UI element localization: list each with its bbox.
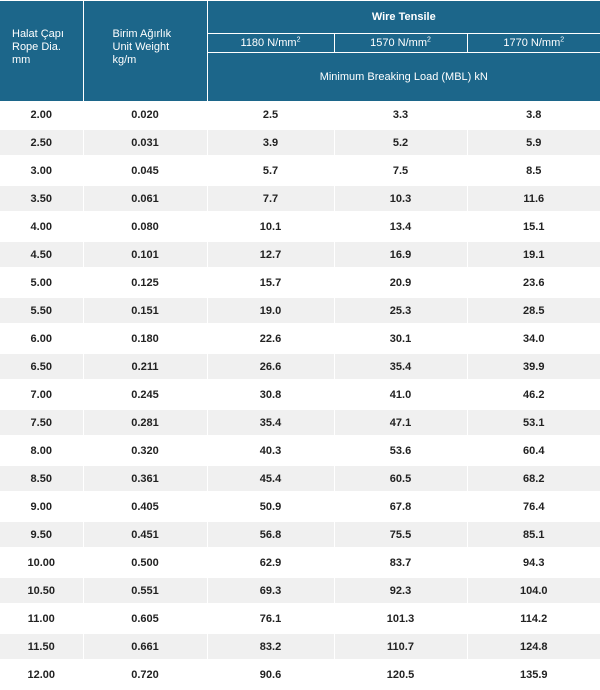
header-grade-1180: 1180 $N/mm^2$	[207, 34, 334, 53]
mbl-1770-cell: 124.8	[467, 633, 600, 661]
rope-diameter-cell: 4.50	[0, 241, 83, 269]
mbl-1570-cell: 13.4	[334, 213, 467, 241]
header-unit-weight: Birim Ağırlık Unit Weight kg/m	[83, 1, 207, 102]
table-row	[0, 577, 600, 605]
table-row	[0, 409, 600, 437]
unit-weight-cell: 0.211	[83, 353, 207, 381]
table-row	[0, 633, 600, 661]
mbl-1570-cell: 110.7	[334, 633, 467, 661]
mbl-1570-cell: 35.4	[334, 353, 467, 381]
unit-weight-cell: 0.361	[83, 465, 207, 493]
mbl-1770-cell: 3.8	[467, 102, 600, 129]
mbl-1770-cell: 34.0	[467, 325, 600, 353]
header-rope-diameter: Halat Çapı Rope Dia. mm	[0, 1, 83, 102]
rope-diameter-cell: 2.00	[0, 102, 83, 129]
mbl-1770-cell: 68.2	[467, 465, 600, 493]
mbl-1570-cell: 10.3	[334, 185, 467, 213]
mbl-1770-cell: 15.1	[467, 213, 600, 241]
mbl-1570-cell: 16.9	[334, 241, 467, 269]
mbl-1180-cell: 83.2	[207, 633, 334, 661]
mbl-1180-cell: 76.1	[207, 605, 334, 633]
header-mbl-label: Minimum Breaking Load (MBL) kN	[207, 53, 600, 102]
rope-diameter-cell: 11.00	[0, 605, 83, 633]
table-row	[0, 493, 600, 521]
table-row	[0, 521, 600, 549]
table-row	[0, 157, 600, 185]
rope-diameter-cell: 7.50	[0, 409, 83, 437]
unit-weight-cell: 0.405	[83, 493, 207, 521]
mbl-1570-cell: 53.6	[334, 437, 467, 465]
mbl-1770-cell: 60.4	[467, 437, 600, 465]
table-row	[0, 661, 600, 689]
mbl-1570-cell: 5.2	[334, 129, 467, 157]
table-row	[0, 465, 600, 493]
table-row	[0, 325, 600, 353]
mbl-1570-cell: 60.5	[334, 465, 467, 493]
rope-diameter-cell: 6.50	[0, 353, 83, 381]
unit-weight-cell: 0.720	[83, 661, 207, 689]
unit-weight-cell: 0.180	[83, 325, 207, 353]
mbl-1180-cell: 22.6	[207, 325, 334, 353]
unit-weight-cell: 0.451	[83, 521, 207, 549]
rope-diameter-cell: 7.00	[0, 381, 83, 409]
table-row	[0, 241, 600, 269]
mbl-1770-cell: 94.3	[467, 549, 600, 577]
mbl-1180-cell: 56.8	[207, 521, 334, 549]
mbl-1770-cell: 135.9	[467, 661, 600, 689]
rope-diameter-cell: 11.50	[0, 633, 83, 661]
mbl-1770-cell: 76.4	[467, 493, 600, 521]
header-grade-1570: 1570 $N/mm^2$	[334, 34, 467, 53]
mbl-1180-cell: 90.6	[207, 661, 334, 689]
mbl-1570-cell: 41.0	[334, 381, 467, 409]
header-wire-tensile: Wire Tensile	[207, 1, 600, 34]
mbl-1570-cell: 25.3	[334, 297, 467, 325]
rope-diameter-cell: 4.00	[0, 213, 83, 241]
table-row	[0, 353, 600, 381]
unit-weight-cell: 0.101	[83, 241, 207, 269]
mbl-1180-cell: 5.7	[207, 157, 334, 185]
rope-diameter-cell: 9.00	[0, 493, 83, 521]
unit-weight-cell: 0.125	[83, 269, 207, 297]
mbl-1570-cell: 83.7	[334, 549, 467, 577]
mbl-1180-cell: 40.3	[207, 437, 334, 465]
table-row	[0, 185, 600, 213]
unit-weight-cell: 0.080	[83, 213, 207, 241]
mbl-1180-cell: 45.4	[207, 465, 334, 493]
rope-diameter-cell: 9.50	[0, 521, 83, 549]
unit-weight-cell: 0.551	[83, 577, 207, 605]
rope-diameter-cell: 5.00	[0, 269, 83, 297]
unit-weight-cell: 0.151	[83, 297, 207, 325]
rope-diameter-cell: 2.50	[0, 129, 83, 157]
mbl-1570-cell: 30.1	[334, 325, 467, 353]
mbl-1570-cell: 120.5	[334, 661, 467, 689]
table-row	[0, 213, 600, 241]
unit-weight-cell: 0.320	[83, 437, 207, 465]
mbl-1180-cell: 50.9	[207, 493, 334, 521]
mbl-1770-cell: 114.2	[467, 605, 600, 633]
mbl-1570-cell: 92.3	[334, 577, 467, 605]
mbl-1180-cell: 2.5	[207, 102, 334, 129]
mbl-1770-cell: 5.9	[467, 129, 600, 157]
rope-diameter-cell: 10.00	[0, 549, 83, 577]
mbl-1770-cell: 19.1	[467, 241, 600, 269]
mbl-1770-cell: 11.6	[467, 185, 600, 213]
mbl-1180-cell: 19.0	[207, 297, 334, 325]
unit-weight-cell: 0.281	[83, 409, 207, 437]
mbl-1180-cell: 3.9	[207, 129, 334, 157]
mbl-1180-cell: 12.7	[207, 241, 334, 269]
rope-diameter-cell: 5.50	[0, 297, 83, 325]
mbl-1770-cell: 39.9	[467, 353, 600, 381]
mbl-1180-cell: 69.3	[207, 577, 334, 605]
rope-diameter-cell: 8.50	[0, 465, 83, 493]
table-row	[0, 605, 600, 633]
mbl-1770-cell: 104.0	[467, 577, 600, 605]
table-row	[0, 381, 600, 409]
unit-weight-cell: 0.045	[83, 157, 207, 185]
rope-diameter-cell: 8.00	[0, 437, 83, 465]
rope-diameter-cell: 3.00	[0, 157, 83, 185]
table-row	[0, 437, 600, 465]
mbl-1770-cell: 8.5	[467, 157, 600, 185]
mbl-1180-cell: 26.6	[207, 353, 334, 381]
mbl-1570-cell: 101.3	[334, 605, 467, 633]
mbl-1180-cell: 10.1	[207, 213, 334, 241]
mbl-1570-cell: 67.8	[334, 493, 467, 521]
mbl-1180-cell: 30.8	[207, 381, 334, 409]
mbl-1570-cell: 75.5	[334, 521, 467, 549]
table-row	[0, 129, 600, 157]
mbl-1770-cell: 46.2	[467, 381, 600, 409]
mbl-1770-cell: 53.1	[467, 409, 600, 437]
mbl-1770-cell: 85.1	[467, 521, 600, 549]
mbl-1180-cell: 35.4	[207, 409, 334, 437]
table-row	[0, 269, 600, 297]
mbl-1570-cell: 20.9	[334, 269, 467, 297]
mbl-1770-cell: 23.6	[467, 269, 600, 297]
header-grade-1770: 1770 $N/mm^2$	[467, 34, 600, 53]
rope-diameter-cell: 10.50	[0, 577, 83, 605]
unit-weight-cell: 0.061	[83, 185, 207, 213]
unit-weight-cell: 0.245	[83, 381, 207, 409]
unit-weight-cell: 0.661	[83, 633, 207, 661]
unit-weight-cell: 0.500	[83, 549, 207, 577]
mbl-1180-cell: 7.7	[207, 185, 334, 213]
mbl-1570-cell: 3.3	[334, 102, 467, 129]
table-row	[0, 549, 600, 577]
rope-diameter-cell: 6.00	[0, 325, 83, 353]
rope-diameter-cell: 12.00	[0, 661, 83, 689]
unit-weight-cell: 0.031	[83, 129, 207, 157]
table-header	[0, 1, 600, 102]
unit-weight-cell: 0.605	[83, 605, 207, 633]
table-row	[0, 102, 600, 129]
mbl-1570-cell: 47.1	[334, 409, 467, 437]
rope-diameter-cell: 3.50	[0, 185, 83, 213]
mbl-1180-cell: 15.7	[207, 269, 334, 297]
table-row	[0, 297, 600, 325]
mbl-1570-cell: 7.5	[334, 157, 467, 185]
unit-weight-cell: 0.020	[83, 102, 207, 129]
mbl-1180-cell: 62.9	[207, 549, 334, 577]
table-body	[0, 102, 600, 689]
mbl-1770-cell: 28.5	[467, 297, 600, 325]
